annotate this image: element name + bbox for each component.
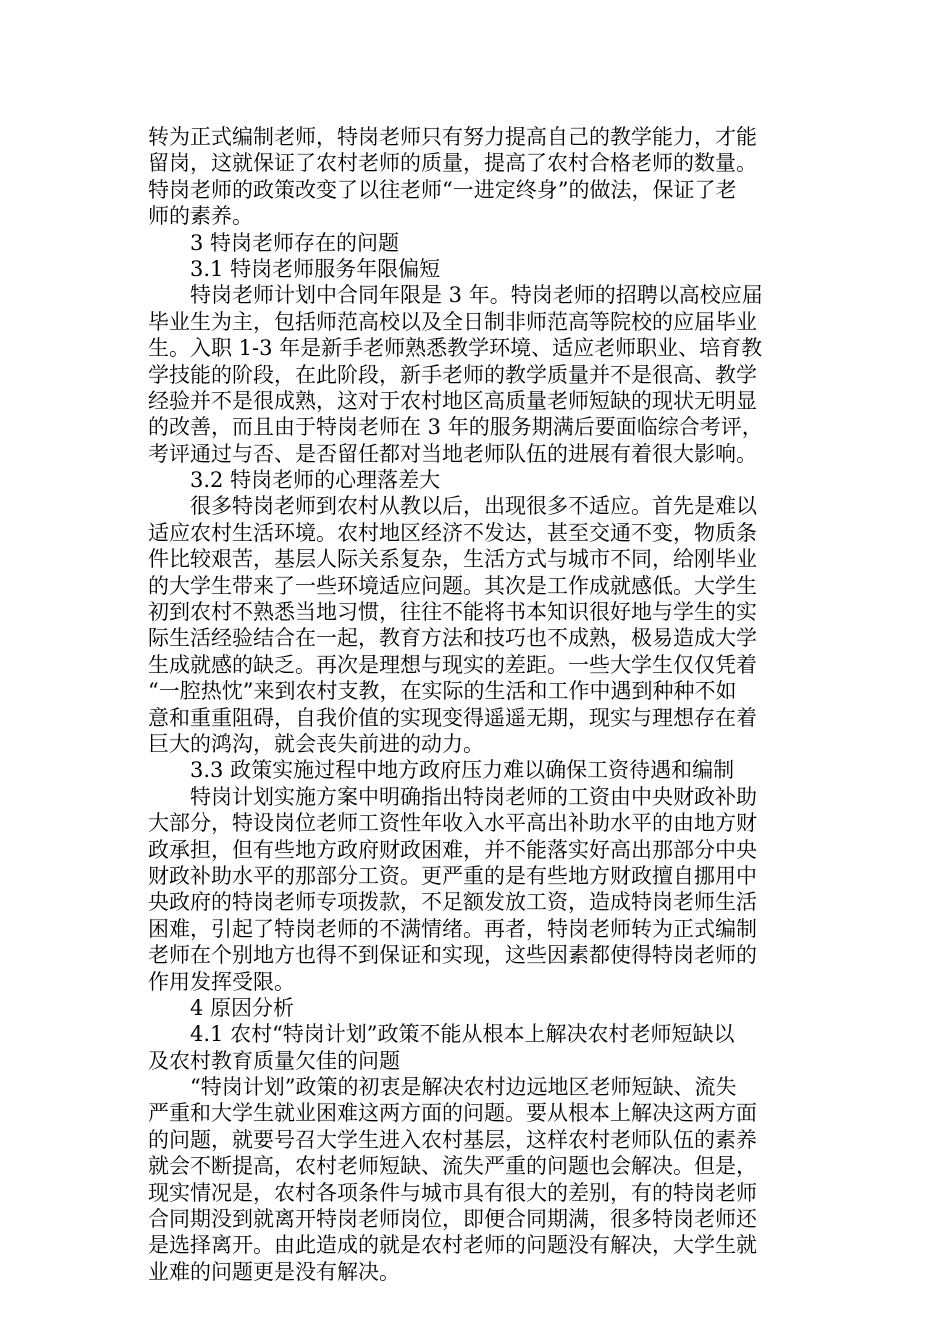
section-heading: 3 特岗老师存在的问题 (190, 230, 400, 255)
subsection-heading: 4.1 农村“特岗计划”政策不能从根本上解决农村老师短缺以 (190, 1022, 735, 1047)
document-page (148, 124, 796, 1285)
text-line: 经验并不是很成熟，这对于农村地区高质量老师短缺的现状无明显 (148, 388, 757, 413)
text-line: 财政补助水平的那部分工资。更严重的是有些地方财政擅自挪用中 (148, 863, 757, 888)
text-line: 现实情况是，农村各项条件与城市具有很大的差别，有的特岗老师 (148, 1180, 757, 1205)
text-line: 意和重重阻碍，自我价值的实现变得遥遥无期，现实与理想存在着 (148, 705, 757, 730)
text-line: 政承担，但有些地方政府财政困难，并不能落实好高出那部分中央 (148, 837, 757, 862)
text-line: 生。入职 1-3 年是新手老师熟悉教学环境、适应老师职业、培育教 (148, 336, 763, 361)
text-line: 件比较艰苦，基层人际关系复杂，生活方式与城市不同，给刚毕业 (148, 547, 757, 572)
text-line: 大部分，特设岗位老师工资性年收入水平高出补助水平的由地方财 (148, 811, 757, 836)
text-line: 很多特岗老师到农村从教以后，出现很多不适应。首先是难以 (190, 494, 757, 519)
text-line: 留岗，这就保证了农村老师的质量，提高了农村合格老师的数量。 (148, 151, 757, 176)
text-line: 作用发挥受限。 (148, 969, 295, 994)
text-line: 是选择离开。由此造成的就是农村老师的问题没有解决，大学生就 (148, 1233, 757, 1258)
text-line: 的问题，就要号召大学生进入农村基层，这样农村老师队伍的素养 (148, 1127, 757, 1152)
text-line: 的大学生带来了一些环境适应问题。其次是工作成就感低。大学生 (148, 573, 757, 598)
text-line: 就会不断提高，农村老师短缺、流失严重的问题也会解决。但是， (148, 1154, 757, 1179)
text-line: 毕业生为主，包括师范高校以及全日制非师范高等院校的应届毕业 (148, 309, 757, 334)
subsection-heading-continued: 及农村教育质量欠佳的问题 (148, 1048, 400, 1073)
text-line: 际生活经验结合在一起，教育方法和技巧也不成熟，极易造成大学 (148, 626, 757, 651)
text-line: “特岗计划”政策的初衷是解决农村边远地区老师短缺、流失 (190, 1075, 737, 1100)
text-line: “一腔热忱”来到农村支教，在实际的生活和工作中遇到种种不如 (148, 679, 737, 704)
text-line: 初到农村不熟悉当地习惯，往往不能将书本知识很好地与学生的实 (148, 600, 757, 625)
text-line: 学技能的阶段，在此阶段，新手老师的教学质量并不是很高、教学 (148, 362, 757, 387)
text-line: 巨大的鸿沟，就会丧失前进的动力。 (148, 731, 484, 756)
subsection-heading: 3.1 特岗老师服务年限偏短 (190, 256, 441, 281)
text-line: 师的素养。 (148, 204, 253, 229)
text-line: 的改善，而且由于特岗老师在 3 年的服务期满后要面临综合考评， (148, 415, 763, 440)
text-line: 合同期没到就离开特岗老师岗位，即便合同期满，很多特岗老师还 (148, 1207, 757, 1232)
text-line: 业难的问题更是没有解决。 (148, 1259, 400, 1284)
text-line: 转为正式编制老师，特岗老师只有努力提高自己的教学能力，才能 (148, 125, 757, 149)
text-line: 特岗计划实施方案中明确指出特岗老师的工资由中央财政补助 (190, 784, 757, 809)
text-line: 困难，引起了特岗老师的不满情绪。再者，特岗老师转为正式编制 (148, 916, 757, 941)
text-line: 特岗老师的政策改变了以往老师“一进定终身”的做法，保证了老 (148, 177, 737, 202)
text-line: 生成就感的缺乏。再次是理想与现实的差距。一些大学生仅仅凭着 (148, 652, 757, 677)
text-line: 适应农村生活环境。农村地区经济不发达，甚至交通不变，物质条 (148, 520, 757, 545)
section-heading: 4 原因分析 (190, 995, 295, 1020)
text-line: 老师在个别地方也得不到保证和实现，这些因素都使得特岗老师的 (148, 943, 757, 968)
text-line: 央政府的特岗老师专项拨款，不足额发放工资，造成特岗老师生活 (148, 890, 757, 915)
text-line: 特岗老师计划中合同年限是 3 年。特岗老师的招聘以高校应届 (190, 283, 763, 308)
text-line: 考评通过与否、是否留任都对当地老师队伍的进展有着很大影响。 (148, 441, 757, 466)
subsection-heading: 3.2 特岗老师的心理落差大 (190, 468, 441, 493)
text-line: 严重和大学生就业困难这两方面的问题。要从根本上解决这两方面 (148, 1101, 757, 1126)
subsection-heading: 3.3 政策实施过程中地方政府压力难以确保工资待遇和编制 (190, 758, 735, 783)
